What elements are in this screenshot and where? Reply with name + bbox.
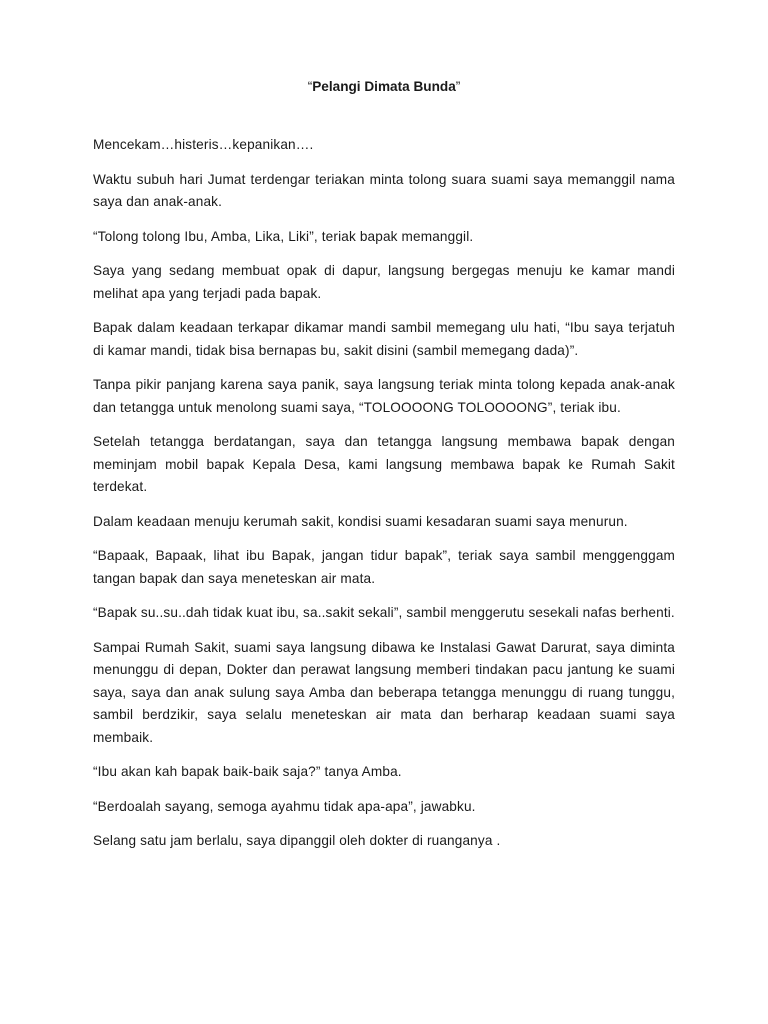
paragraph-14: Selang satu jam berlalu, saya dipanggil oleh dokter di ruanganya . bbox=[93, 833, 501, 848]
paragraph-6: Tanpa pikir panjang karena saya panik, saya langsung teriak minta tolong kepada anak-anak dan tetangga untuk menolong suami saya, “TOLOOOONG TOLOOOONG”, teriak ibu. bbox=[93, 377, 675, 415]
title-text: Pelangi Dimata Bunda bbox=[312, 79, 456, 94]
paragraph-2: Waktu subuh hari Jumat terdengar teriakan minta tolong suara suami saya memanggil nama saya dan anak-anak. bbox=[93, 171, 675, 209]
paragraph-4: Saya yang sedang membuat opak di dapur, langsung bergegas menuju ke kamar mandi melihat apa yang terjadi pada bapak. bbox=[93, 263, 675, 301]
paragraph-11: Sampai Rumah Sakit, suami saya langsung dibawa ke Instalasi Gawat Darurat, saya diminta menunggu di depan, Dokter dan perawat langsung memberi tindakan pacu jantung ke suami saya, saya dan anak sulung saya Amba dan beberapa tetangga menunggu di ruang tunggu, sambil berdzikir, saya selalu meneteskan air mata dan berharap keadaan suami saya membaik. bbox=[93, 639, 675, 745]
paragraph-7: Setelah tetangga berdatangan, saya dan tetangga langsung membawa bapak dengan meminjam mobil bapak Kepala Desa, kami langsung membawa bapak ke Rumah Sakit terdekat. bbox=[93, 434, 675, 494]
paragraph-9: “Bapaak, Bapaak, lihat ibu Bapak, jangan tidur bapak”, teriak saya sambil menggenggam tangan bapak dan saya meneteskan air mata. bbox=[93, 548, 675, 586]
title-open-quote: “ bbox=[307, 79, 313, 94]
paragraph-10: “Bapak su..su..dah tidak kuat ibu, sa..sakit sekali”, sambil menggerutu sesekali nafas berhenti. bbox=[93, 605, 675, 620]
paragraph-8: Dalam keadaan menuju kerumah sakit, kondisi suami kesadaran suami saya menurun. bbox=[93, 513, 628, 529]
paragraph-3: “Tolong tolong Ibu, Amba, Lika, Liki”, teriak bapak memanggil. bbox=[93, 228, 474, 244]
paragraph-5: Bapak dalam keadaan terkapar dikamar mandi sambil memegang ulu hati, “Ibu saya terjatuh di kamar mandi, tidak bisa bernapas bu, sakit disini (sambil memegang dada)”. bbox=[93, 320, 675, 358]
document-title bbox=[93, 76, 675, 98]
paragraph-13: “Berdoalah sayang, semoga ayahmu tidak apa-apa”, jawabku. bbox=[93, 798, 476, 814]
paragraph-1: Mencekam…histeris…kepanikan…. bbox=[93, 137, 314, 152]
title-close-quote: ” bbox=[455, 79, 461, 94]
paragraph-12: “Ibu akan kah bapak baik-baik saja?” tanya Amba. bbox=[93, 764, 402, 779]
